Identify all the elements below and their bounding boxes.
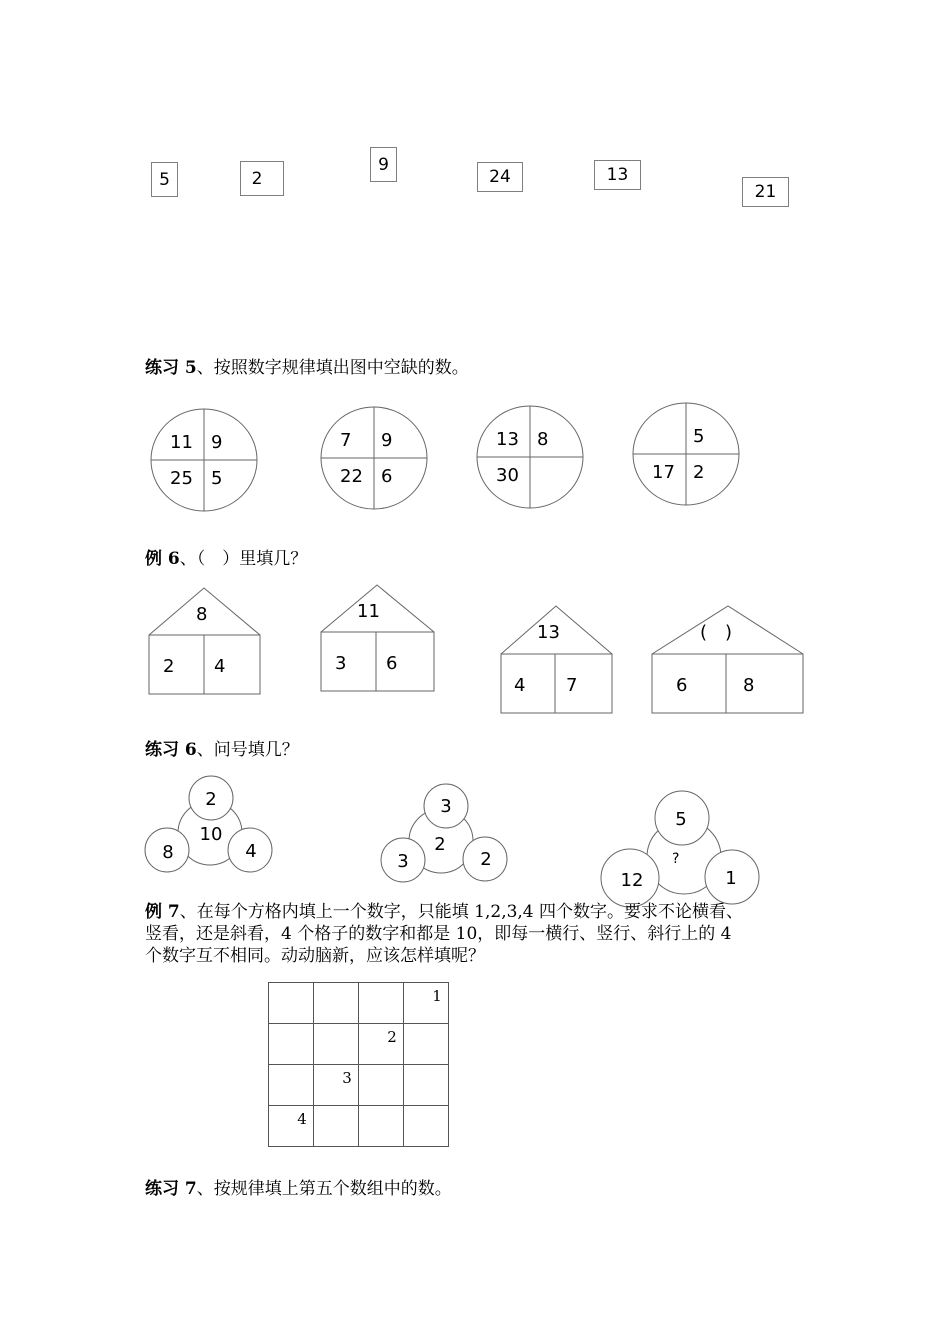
practice7-label: 练习 7	[145, 1179, 197, 1199]
sequence-box-2: 2	[240, 161, 284, 196]
circle-1-top-right: 9	[211, 432, 223, 453]
cluster-figure-1	[140, 770, 275, 880]
grid-row-4	[269, 1106, 449, 1147]
house-figure-4	[651, 605, 805, 716]
house-2-roof: 11	[357, 601, 380, 622]
grid-cell[interactable]	[404, 1106, 449, 1147]
grid-cell[interactable]	[314, 1024, 359, 1065]
grid-cell[interactable]	[359, 983, 404, 1024]
example7-paragraph	[145, 901, 825, 967]
circle-figure-4	[632, 402, 742, 508]
grid-cell[interactable]: 4	[269, 1106, 314, 1147]
example7-line-1	[145, 901, 825, 923]
grid-row-3	[269, 1065, 449, 1106]
cluster-1-left: 8	[162, 842, 174, 863]
cluster-1-center: 10	[199, 824, 223, 845]
example7-line1-text: 、在每个方格内填上一个数字，只能填 1,2,3,4 四个数字。要求不论横看、	[179, 902, 744, 922]
house-3-left: 4	[514, 675, 526, 696]
practice6-text: 、问号填几？	[196, 740, 299, 760]
grid-row-1	[269, 983, 449, 1024]
example6-text: 、（ ）里填几？	[179, 549, 308, 569]
cluster-2-left: 3	[397, 851, 409, 872]
sequence-box-5: 13	[594, 160, 641, 190]
house-figure-2	[320, 584, 436, 694]
circle-3-top-left: 13	[496, 429, 519, 450]
circle-2-top-left: 7	[340, 430, 352, 451]
house-2-right: 6	[386, 653, 398, 674]
house-3-roof: 13	[537, 622, 560, 643]
house-4-right: 8	[743, 675, 755, 696]
practice5-heading	[145, 357, 469, 379]
house-4-roof: ( )	[700, 622, 733, 643]
circle-4-bottom-right: 2	[693, 462, 705, 483]
circle-1-top-left: 11	[170, 432, 193, 453]
grid-cell[interactable]: 2	[359, 1024, 404, 1065]
grid-cell[interactable]	[404, 1065, 449, 1106]
example7-line-3: 个数字互不相同。动动脑新，应该怎样填呢？	[145, 946, 485, 966]
circle-2-bottom-left: 22	[340, 466, 363, 487]
circle-figure-2	[320, 406, 430, 512]
practice6-label: 练习 6	[145, 740, 197, 760]
cluster-3-center: ?	[672, 851, 680, 867]
cluster-figure-3	[598, 788, 768, 916]
cluster-1-right: 4	[245, 841, 257, 862]
cluster-3-top: 5	[675, 809, 687, 830]
house-2-left: 3	[335, 653, 347, 674]
circle-3-top-right: 8	[537, 429, 549, 450]
practice5-label: 练习 5	[145, 358, 197, 378]
grid-cell[interactable]: 3	[314, 1065, 359, 1106]
house-figure-3	[500, 605, 614, 716]
grid-cell[interactable]	[314, 1106, 359, 1147]
cluster-1-top: 2	[205, 789, 217, 810]
house-1-roof: 8	[196, 604, 208, 625]
house-1-right: 4	[214, 656, 226, 677]
grid-cell[interactable]: 1	[404, 983, 449, 1024]
circle-3-bottom-left: 30	[496, 465, 519, 486]
circle-figure-3	[476, 405, 586, 511]
house-4-left: 6	[676, 675, 688, 696]
circle-1-bottom-left: 25	[170, 468, 193, 489]
grid-cell[interactable]	[359, 1106, 404, 1147]
cluster-2-top: 3	[440, 796, 452, 817]
cluster-3-right: 1	[725, 868, 737, 889]
circle-4-bottom-left: 17	[652, 462, 675, 483]
cluster-figure-2	[376, 778, 511, 888]
sequence-box-4: 24	[477, 162, 523, 192]
example7-line-2: 竖看，还是斜看，4 个格子的数字和都是 10，即每一横行、竖行、斜行上的 4	[145, 924, 732, 944]
example6-heading	[145, 548, 307, 570]
cluster-3-left: 12	[620, 870, 644, 891]
sequence-box-6: 21	[742, 177, 789, 207]
sequence-box-1: 5	[151, 162, 178, 197]
grid-cell[interactable]	[269, 1024, 314, 1065]
house-3-right: 7	[566, 675, 578, 696]
circle-figure-1	[150, 408, 260, 514]
sequence-box-3: 9	[370, 147, 397, 182]
practice7-heading	[145, 1178, 452, 1200]
example6-label: 例 6	[145, 549, 180, 569]
cluster-2-center: 2	[434, 834, 446, 855]
grid-cell[interactable]	[359, 1065, 404, 1106]
practice6-heading	[145, 739, 299, 761]
cluster-2-right: 2	[480, 849, 492, 870]
practice7-text: 、按规律填上第五个数组中的数。	[196, 1179, 452, 1199]
circle-2-bottom-right: 6	[381, 466, 393, 487]
practice5-text: 、按照数字规律填出图中空缺的数。	[196, 358, 469, 378]
grid-cell[interactable]	[269, 983, 314, 1024]
grid-cell[interactable]	[404, 1024, 449, 1065]
circle-1-bottom-right: 5	[211, 468, 223, 489]
example7-label: 例 7	[145, 902, 180, 922]
number-grid	[268, 982, 449, 1147]
grid-cell[interactable]	[314, 983, 359, 1024]
house-figure-1	[148, 587, 262, 696]
grid-row-2	[269, 1024, 449, 1065]
circle-2-top-right: 9	[381, 430, 393, 451]
house-1-left: 2	[163, 656, 175, 677]
grid-cell[interactable]	[269, 1065, 314, 1106]
circle-4-top-right: 5	[693, 426, 705, 447]
